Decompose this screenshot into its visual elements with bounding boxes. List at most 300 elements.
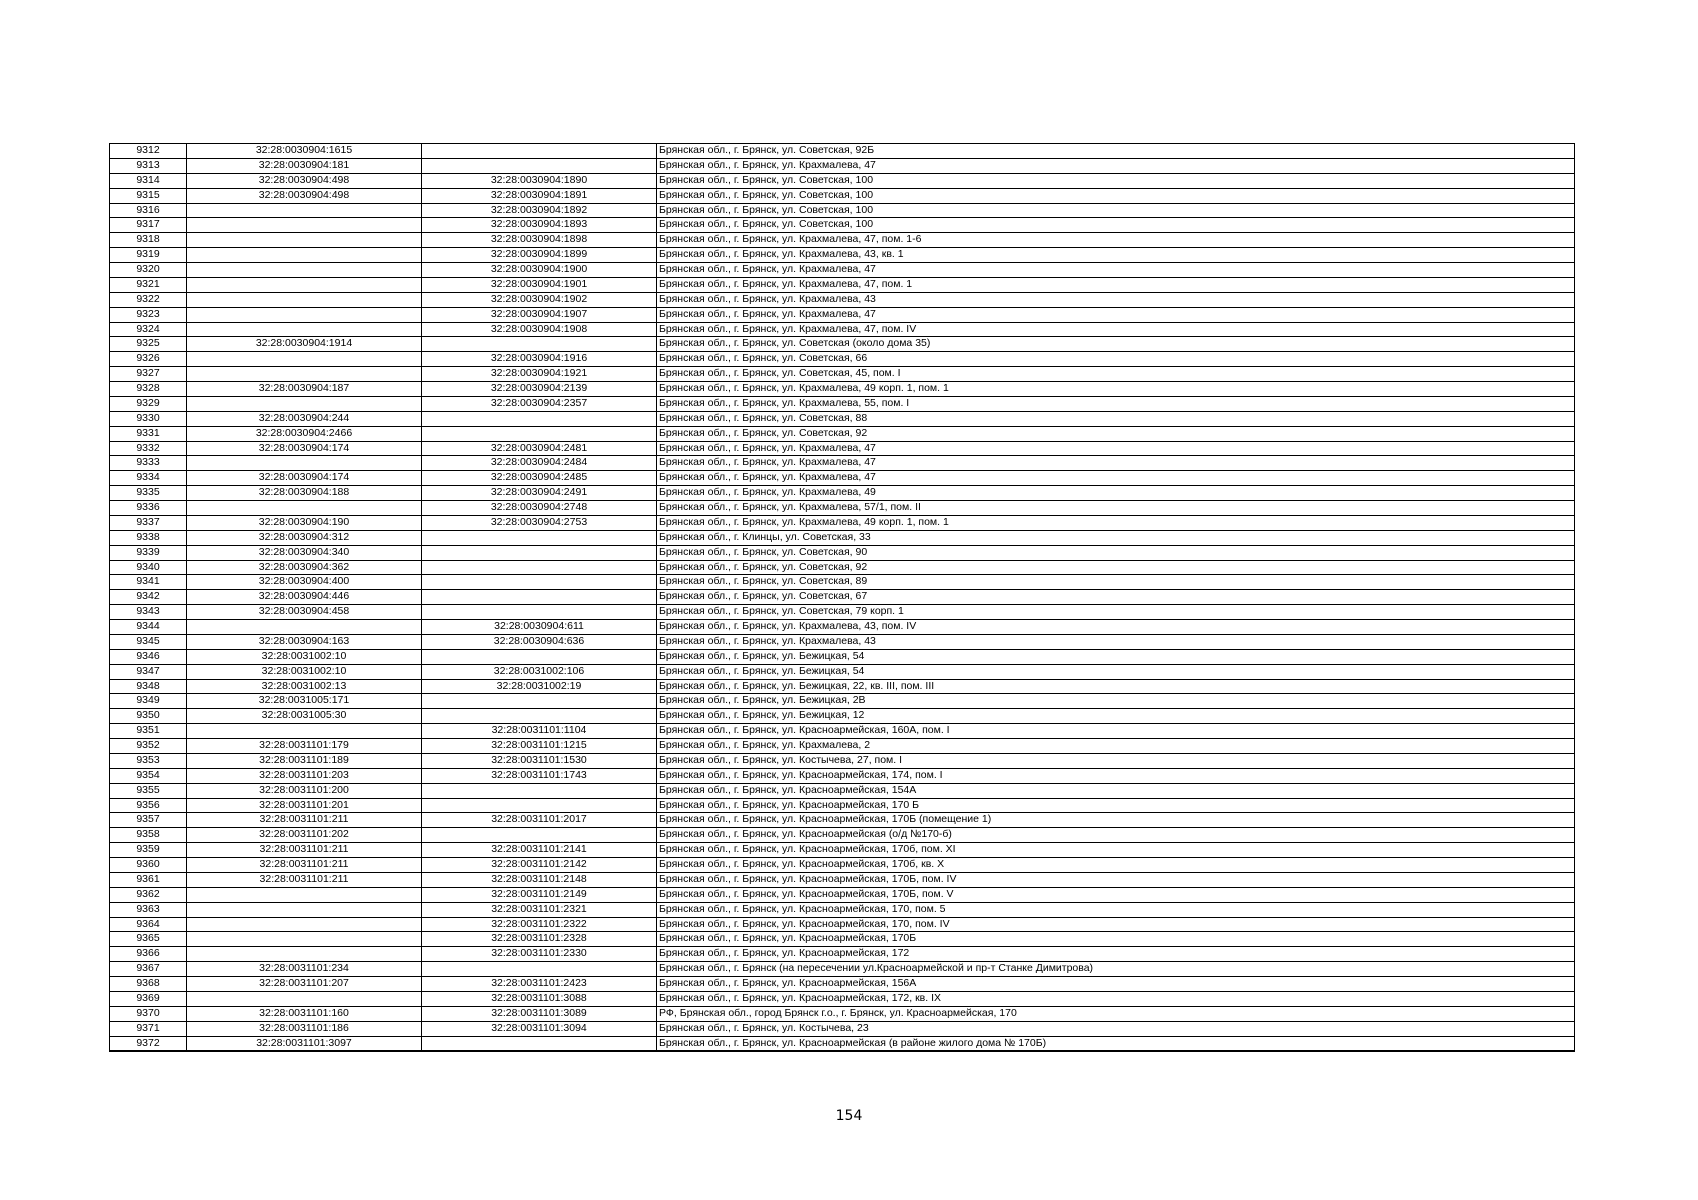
- table-row: [110, 292, 1575, 307]
- object-cadastral-number-cell: [422, 426, 657, 441]
- table-row: [110, 411, 1575, 426]
- table-row: [110, 709, 1575, 724]
- object-cadastral-number-cell: 32:28:0030904:2139: [422, 382, 657, 397]
- table-row: [110, 932, 1575, 947]
- table-row: [110, 352, 1575, 367]
- parcel-cadastral-number-cell: [187, 352, 422, 367]
- object-cadastral-number-cell: 32:28:0030904:636: [422, 634, 657, 649]
- object-cadastral-number-cell: 32:28:0030904:2753: [422, 515, 657, 530]
- table-row: [110, 1006, 1575, 1021]
- table-row: [110, 887, 1575, 902]
- row-number-cell: 9353: [110, 753, 187, 768]
- object-cadastral-number-cell: [422, 337, 657, 352]
- parcel-cadastral-number-cell: 32:28:0031101:203: [187, 768, 422, 783]
- address-cell: Брянская обл., г. Брянск, ул. Советская, 79 корп. 1: [657, 605, 1575, 620]
- parcel-cadastral-number-cell: 32:28:0031101:234: [187, 962, 422, 977]
- table-row: [110, 367, 1575, 382]
- parcel-cadastral-number-cell: 32:28:0030904:446: [187, 590, 422, 605]
- object-cadastral-number-cell: 32:28:0030904:1900: [422, 263, 657, 278]
- object-cadastral-number-cell: [422, 530, 657, 545]
- parcel-cadastral-number-cell: [187, 292, 422, 307]
- object-cadastral-number-cell: [422, 575, 657, 590]
- address-cell: Брянская обл., г. Брянск, ул. Красноармейская, 160А, пом. I: [657, 724, 1575, 739]
- address-cell: Брянская обл., г. Брянск, ул. Бежицкая, 54: [657, 649, 1575, 664]
- parcel-cadastral-number-cell: [187, 233, 422, 248]
- parcel-cadastral-number-cell: [187, 932, 422, 947]
- address-cell: Брянская обл., г. Брянск, ул. Красноармейская, 154А: [657, 783, 1575, 798]
- row-number-cell: 9325: [110, 337, 187, 352]
- row-number-cell: 9371: [110, 1021, 187, 1036]
- parcel-cadastral-number-cell: 32:28:0030904:190: [187, 515, 422, 530]
- parcel-cadastral-number-cell: 32:28:0030904:498: [187, 188, 422, 203]
- table-row: [110, 962, 1575, 977]
- parcel-cadastral-number-cell: [187, 248, 422, 263]
- object-cadastral-number-cell: 32:28:0030904:1890: [422, 173, 657, 188]
- object-cadastral-number-cell: 32:28:0031101:2423: [422, 977, 657, 992]
- object-cadastral-number-cell: 32:28:0031101:2328: [422, 932, 657, 947]
- table-row: [110, 694, 1575, 709]
- table-row: [110, 664, 1575, 679]
- address-cell: Брянская обл., г. Брянск, ул. Красноармейская, 172, кв. IX: [657, 991, 1575, 1006]
- table-row: [110, 783, 1575, 798]
- address-cell: Брянская обл., г. Брянск, ул. Крахмалева, 49: [657, 486, 1575, 501]
- table-row: [110, 322, 1575, 337]
- table-row: [110, 560, 1575, 575]
- address-cell: Брянская обл., г. Брянск, ул. Красноармейская, 170, пом. IV: [657, 917, 1575, 932]
- parcel-cadastral-number-cell: 32:28:0030904:362: [187, 560, 422, 575]
- parcel-cadastral-number-cell: [187, 947, 422, 962]
- parcel-cadastral-number-cell: 32:28:0031101:200: [187, 783, 422, 798]
- row-number-cell: 9368: [110, 977, 187, 992]
- table-row: [110, 843, 1575, 858]
- object-cadastral-number-cell: 32:28:0030904:2485: [422, 471, 657, 486]
- parcel-cadastral-number-cell: 32:28:0031101:211: [187, 858, 422, 873]
- table-row: [110, 724, 1575, 739]
- table-row: [110, 798, 1575, 813]
- parcel-cadastral-number-cell: 32:28:0031101:186: [187, 1021, 422, 1036]
- object-cadastral-number-cell: 32:28:0030904:1891: [422, 188, 657, 203]
- object-cadastral-number-cell: [422, 144, 657, 159]
- parcel-cadastral-number-cell: 32:28:0030904:2466: [187, 426, 422, 441]
- object-cadastral-number-cell: 32:28:0031101:1743: [422, 768, 657, 783]
- object-cadastral-number-cell: 32:28:0031101:2017: [422, 813, 657, 828]
- address-cell: Брянская обл., г. Брянск, ул. Костычева, 27, пом. I: [657, 753, 1575, 768]
- object-cadastral-number-cell: 32:28:0030904:2484: [422, 456, 657, 471]
- object-cadastral-number-cell: 32:28:0031101:2148: [422, 872, 657, 887]
- address-cell: Брянская обл., г. Брянск, ул. Крахмалева, 47: [657, 471, 1575, 486]
- parcel-cadastral-number-cell: 32:28:0031101:179: [187, 739, 422, 754]
- row-number-cell: 9357: [110, 813, 187, 828]
- row-number-cell: 9326: [110, 352, 187, 367]
- registry-table-body: [110, 144, 1575, 1052]
- table-row: [110, 991, 1575, 1006]
- row-number-cell: 9358: [110, 828, 187, 843]
- address-cell: Брянская обл., г. Брянск, ул. Красноармейская, 170Б, пом. V: [657, 887, 1575, 902]
- row-number-cell: 9367: [110, 962, 187, 977]
- address-cell: Брянская обл., г. Брянск, ул. Крахмалева, 47: [657, 307, 1575, 322]
- table-row: [110, 590, 1575, 605]
- row-number-cell: 9319: [110, 248, 187, 263]
- page-number: 154: [835, 1108, 863, 1124]
- address-cell: Брянская обл., г. Брянск, ул. Бежицкая, 22, кв. III, пом. III: [657, 679, 1575, 694]
- object-cadastral-number-cell: 32:28:0031101:3088: [422, 991, 657, 1006]
- parcel-cadastral-number-cell: 32:28:0031101:3097: [187, 1036, 422, 1051]
- table-row: [110, 530, 1575, 545]
- object-cadastral-number-cell: [422, 590, 657, 605]
- row-number-cell: 9324: [110, 322, 187, 337]
- row-number-cell: 9341: [110, 575, 187, 590]
- address-cell: Брянская обл., г. Брянск, ул. Советская, 100: [657, 173, 1575, 188]
- address-cell: Брянская обл., г. Брянск, ул. Красноармейская, 172: [657, 947, 1575, 962]
- parcel-cadastral-number-cell: [187, 203, 422, 218]
- table-row: [110, 1021, 1575, 1036]
- address-cell: Брянская обл., г. Брянск, ул. Советская, 67: [657, 590, 1575, 605]
- parcel-cadastral-number-cell: [187, 917, 422, 932]
- address-cell: Брянская обл., г. Брянск, ул. Бежицкая, 54: [657, 664, 1575, 679]
- object-cadastral-number-cell: [422, 798, 657, 813]
- object-cadastral-number-cell: 32:28:0031101:3094: [422, 1021, 657, 1036]
- parcel-cadastral-number-cell: [187, 218, 422, 233]
- object-cadastral-number-cell: 32:28:0031101:2149: [422, 887, 657, 902]
- address-cell: Брянская обл., г. Брянск, ул. Красноармейская, 170 Б: [657, 798, 1575, 813]
- parcel-cadastral-number-cell: 32:28:0031002:10: [187, 664, 422, 679]
- table-row: [110, 947, 1575, 962]
- row-number-cell: 9327: [110, 367, 187, 382]
- object-cadastral-number-cell: 32:28:0030904:1893: [422, 218, 657, 233]
- object-cadastral-number-cell: 32:28:0030904:1908: [422, 322, 657, 337]
- table-row: [110, 233, 1575, 248]
- object-cadastral-number-cell: 32:28:0030904:1892: [422, 203, 657, 218]
- row-number-cell: 9338: [110, 530, 187, 545]
- row-number-cell: 9344: [110, 620, 187, 635]
- row-number-cell: 9362: [110, 887, 187, 902]
- address-cell: Брянская обл., г. Брянск, ул. Советская, 45, пом. I: [657, 367, 1575, 382]
- address-cell: Брянская обл., г. Брянск, ул. Красноармейская, 170Б (помещение 1): [657, 813, 1575, 828]
- row-number-cell: 9345: [110, 634, 187, 649]
- address-cell: Брянская обл., г. Брянск, ул. Красноармейская, 170, пом. 5: [657, 902, 1575, 917]
- address-cell: Брянская обл., г. Брянск, ул. Советская, 88: [657, 411, 1575, 426]
- address-cell: Брянская обл., г. Брянск, ул. Крахмалева, 47: [657, 456, 1575, 471]
- parcel-cadastral-number-cell: 32:28:0031101:160: [187, 1006, 422, 1021]
- table-row: [110, 575, 1575, 590]
- address-cell: Брянская обл., г. Брянск, ул. Крахмалева, 43: [657, 634, 1575, 649]
- parcel-cadastral-number-cell: 32:28:0030904:1914: [187, 337, 422, 352]
- row-number-cell: 9370: [110, 1006, 187, 1021]
- parcel-cadastral-number-cell: 32:28:0030904:340: [187, 545, 422, 560]
- row-number-cell: 9346: [110, 649, 187, 664]
- row-number-cell: 9317: [110, 218, 187, 233]
- address-cell: Брянская обл., г. Брянск, ул. Крахмалева, 49 корп. 1, пом. 1: [657, 515, 1575, 530]
- address-cell: Брянская обл., г. Брянск, ул. Советская, 90: [657, 545, 1575, 560]
- parcel-cadastral-number-cell: 32:28:0031005:171: [187, 694, 422, 709]
- address-cell: Брянская обл., г. Брянск, ул. Крахмалева, 57/1, пом. II: [657, 501, 1575, 516]
- parcel-cadastral-number-cell: [187, 396, 422, 411]
- row-number-cell: 9334: [110, 471, 187, 486]
- address-cell: Брянская обл., г. Брянск, ул. Крахмалева, 43: [657, 292, 1575, 307]
- row-number-cell: 9361: [110, 872, 187, 887]
- parcel-cadastral-number-cell: 32:28:0030904:1615: [187, 144, 422, 159]
- row-number-cell: 9365: [110, 932, 187, 947]
- object-cadastral-number-cell: 32:28:0030904:1899: [422, 248, 657, 263]
- table-row: [110, 620, 1575, 635]
- parcel-cadastral-number-cell: 32:28:0031002:13: [187, 679, 422, 694]
- table-row: [110, 515, 1575, 530]
- object-cadastral-number-cell: [422, 605, 657, 620]
- address-cell: Брянская обл., г. Брянск, ул. Красноармейская (в районе жилого дома № 170Б): [657, 1036, 1575, 1051]
- parcel-cadastral-number-cell: 32:28:0031002:10: [187, 649, 422, 664]
- row-number-cell: 9339: [110, 545, 187, 560]
- address-cell: Брянская обл., г. Брянск, ул. Крахмалева, 49 корп. 1, пом. 1: [657, 382, 1575, 397]
- parcel-cadastral-number-cell: 32:28:0030904:312: [187, 530, 422, 545]
- parcel-cadastral-number-cell: [187, 456, 422, 471]
- object-cadastral-number-cell: 32:28:0030904:2481: [422, 441, 657, 456]
- table-row: [110, 902, 1575, 917]
- object-cadastral-number-cell: 32:28:0030904:1901: [422, 277, 657, 292]
- object-cadastral-number-cell: 32:28:0031002:106: [422, 664, 657, 679]
- address-cell: Брянская обл., г. Брянск, ул. Бежицкая, 2В: [657, 694, 1575, 709]
- address-cell: Брянская обл., г. Брянск, ул. Красноармейская, 170Б, пом. IV: [657, 872, 1575, 887]
- table-row: [110, 277, 1575, 292]
- parcel-cadastral-number-cell: [187, 277, 422, 292]
- row-number-cell: 9350: [110, 709, 187, 724]
- row-number-cell: 9336: [110, 501, 187, 516]
- parcel-cadastral-number-cell: [187, 307, 422, 322]
- parcel-cadastral-number-cell: 32:28:0030904:163: [187, 634, 422, 649]
- parcel-cadastral-number-cell: 32:28:0030904:187: [187, 382, 422, 397]
- table-row: [110, 396, 1575, 411]
- row-number-cell: 9372: [110, 1036, 187, 1051]
- table-row: [110, 753, 1575, 768]
- table-row: [110, 858, 1575, 873]
- table-row: [110, 456, 1575, 471]
- row-number-cell: 9318: [110, 233, 187, 248]
- table-row: [110, 828, 1575, 843]
- object-cadastral-number-cell: 32:28:0030904:2491: [422, 486, 657, 501]
- table-row: [110, 426, 1575, 441]
- address-cell: Брянская обл., г. Брянск, ул. Крахмалева, 47: [657, 158, 1575, 173]
- table-row: [110, 471, 1575, 486]
- row-number-cell: 9328: [110, 382, 187, 397]
- row-number-cell: 9312: [110, 144, 187, 159]
- row-number-cell: 9315: [110, 188, 187, 203]
- object-cadastral-number-cell: [422, 1036, 657, 1051]
- object-cadastral-number-cell: 32:28:0031101:1104: [422, 724, 657, 739]
- address-cell: Брянская обл., г. Брянск, ул. Крахмалева, 47, пом. IV: [657, 322, 1575, 337]
- parcel-cadastral-number-cell: 32:28:0031101:189: [187, 753, 422, 768]
- table-row: [110, 307, 1575, 322]
- table-row: [110, 977, 1575, 992]
- table-row: [110, 248, 1575, 263]
- parcel-cadastral-number-cell: 32:28:0030904:181: [187, 158, 422, 173]
- parcel-cadastral-number-cell: 32:28:0030904:458: [187, 605, 422, 620]
- row-number-cell: 9363: [110, 902, 187, 917]
- table-row: [110, 263, 1575, 278]
- row-number-cell: 9320: [110, 263, 187, 278]
- object-cadastral-number-cell: [422, 828, 657, 843]
- table-row: [110, 1036, 1575, 1051]
- table-row: [110, 441, 1575, 456]
- parcel-cadastral-number-cell: [187, 620, 422, 635]
- object-cadastral-number-cell: [422, 709, 657, 724]
- address-cell: Брянская обл., г. Брянск, ул. Крахмалева, 43, пом. IV: [657, 620, 1575, 635]
- table-row: [110, 605, 1575, 620]
- object-cadastral-number-cell: 32:28:0030904:1921: [422, 367, 657, 382]
- object-cadastral-number-cell: 32:28:0031002:19: [422, 679, 657, 694]
- object-cadastral-number-cell: 32:28:0030904:1898: [422, 233, 657, 248]
- parcel-cadastral-number-cell: [187, 367, 422, 382]
- parcel-cadastral-number-cell: 32:28:0031101:202: [187, 828, 422, 843]
- table-row: [110, 203, 1575, 218]
- table-row: [110, 218, 1575, 233]
- row-number-cell: 9331: [110, 426, 187, 441]
- parcel-cadastral-number-cell: 32:28:0031101:207: [187, 977, 422, 992]
- parcel-cadastral-number-cell: [187, 991, 422, 1006]
- table-row: [110, 173, 1575, 188]
- table-row: [110, 545, 1575, 560]
- row-number-cell: 9351: [110, 724, 187, 739]
- address-cell: Брянская обл., г. Брянск, ул. Красноармейская, 170б, пом. XI: [657, 843, 1575, 858]
- object-cadastral-number-cell: [422, 545, 657, 560]
- address-cell: Брянская обл., г. Брянск, ул. Советская, 66: [657, 352, 1575, 367]
- object-cadastral-number-cell: 32:28:0031101:2141: [422, 843, 657, 858]
- table-row: [110, 634, 1575, 649]
- object-cadastral-number-cell: [422, 158, 657, 173]
- row-number-cell: 9332: [110, 441, 187, 456]
- object-cadastral-number-cell: 32:28:0031101:3089: [422, 1006, 657, 1021]
- row-number-cell: 9333: [110, 456, 187, 471]
- address-cell: Брянская обл., г. Брянск, ул. Советская, 100: [657, 188, 1575, 203]
- row-number-cell: 9322: [110, 292, 187, 307]
- address-cell: Брянская обл., г. Брянск, ул. Крахмалева, 47: [657, 441, 1575, 456]
- address-cell: РФ, Брянская обл., город Брянск г.о., г. Брянск, ул. Красноармейская, 170: [657, 1006, 1575, 1021]
- parcel-cadastral-number-cell: 32:28:0031101:201: [187, 798, 422, 813]
- object-cadastral-number-cell: [422, 962, 657, 977]
- row-number-cell: 9313: [110, 158, 187, 173]
- table-row: [110, 158, 1575, 173]
- row-number-cell: 9364: [110, 917, 187, 932]
- row-number-cell: 9342: [110, 590, 187, 605]
- object-cadastral-number-cell: [422, 694, 657, 709]
- row-number-cell: 9354: [110, 768, 187, 783]
- address-cell: Брянская обл., г. Брянск, ул. Красноармейская, 170Б: [657, 932, 1575, 947]
- parcel-cadastral-number-cell: 32:28:0031101:211: [187, 872, 422, 887]
- row-number-cell: 9360: [110, 858, 187, 873]
- table-row: [110, 768, 1575, 783]
- parcel-cadastral-number-cell: [187, 724, 422, 739]
- table-row: [110, 501, 1575, 516]
- address-cell: Брянская обл., г. Брянск, ул. Советская, 89: [657, 575, 1575, 590]
- object-cadastral-number-cell: 32:28:0030904:1907: [422, 307, 657, 322]
- parcel-cadastral-number-cell: 32:28:0030904:244: [187, 411, 422, 426]
- row-number-cell: 9340: [110, 560, 187, 575]
- row-number-cell: 9343: [110, 605, 187, 620]
- address-cell: Брянская обл., г. Брянск, ул. Красноармейская, 174, пом. I: [657, 768, 1575, 783]
- parcel-cadastral-number-cell: 32:28:0030904:188: [187, 486, 422, 501]
- object-cadastral-number-cell: [422, 411, 657, 426]
- registry-table: [109, 143, 1575, 1052]
- address-cell: Брянская обл., г. Брянск, ул. Советская, 100: [657, 203, 1575, 218]
- parcel-cadastral-number-cell: 32:28:0031005:30: [187, 709, 422, 724]
- object-cadastral-number-cell: 32:28:0031101:2330: [422, 947, 657, 962]
- row-number-cell: 9323: [110, 307, 187, 322]
- table-row: [110, 813, 1575, 828]
- parcel-cadastral-number-cell: 32:28:0030904:498: [187, 173, 422, 188]
- object-cadastral-number-cell: [422, 783, 657, 798]
- object-cadastral-number-cell: 32:28:0030904:2357: [422, 396, 657, 411]
- parcel-cadastral-number-cell: 32:28:0031101:211: [187, 813, 422, 828]
- address-cell: Брянская обл., г. Клинцы, ул. Советская, 33: [657, 530, 1575, 545]
- address-cell: Брянская обл., г. Брянск, ул. Крахмалева, 47, пом. 1: [657, 277, 1575, 292]
- address-cell: Брянская обл., г. Брянск, ул. Красноармейская, 170б, кв. X: [657, 858, 1575, 873]
- table-row: [110, 337, 1575, 352]
- address-cell: Брянская обл., г. Брянск (на пересечении ул.Красноармейской и пр-т Станке Димитрова): [657, 962, 1575, 977]
- parcel-cadastral-number-cell: 32:28:0030904:174: [187, 441, 422, 456]
- parcel-cadastral-number-cell: [187, 263, 422, 278]
- row-number-cell: 9337: [110, 515, 187, 530]
- row-number-cell: 9347: [110, 664, 187, 679]
- object-cadastral-number-cell: 32:28:0031101:2322: [422, 917, 657, 932]
- object-cadastral-number-cell: 32:28:0031101:2321: [422, 902, 657, 917]
- address-cell: Брянская обл., г. Брянск, ул. Советская (около дома 35): [657, 337, 1575, 352]
- row-number-cell: 9314: [110, 173, 187, 188]
- parcel-cadastral-number-cell: 32:28:0030904:174: [187, 471, 422, 486]
- address-cell: Брянская обл., г. Брянск, ул. Советская, 92Б: [657, 144, 1575, 159]
- table-row: [110, 486, 1575, 501]
- parcel-cadastral-number-cell: 32:28:0030904:400: [187, 575, 422, 590]
- table-row: [110, 917, 1575, 932]
- row-number-cell: 9316: [110, 203, 187, 218]
- address-cell: Брянская обл., г. Брянск, ул. Крахмалева, 47: [657, 263, 1575, 278]
- row-number-cell: 9359: [110, 843, 187, 858]
- address-cell: Брянская обл., г. Брянск, ул. Советская, 92: [657, 426, 1575, 441]
- parcel-cadastral-number-cell: [187, 887, 422, 902]
- row-number-cell: 9366: [110, 947, 187, 962]
- table-row: [110, 872, 1575, 887]
- row-number-cell: 9329: [110, 396, 187, 411]
- table-row: [110, 649, 1575, 664]
- address-cell: Брянская обл., г. Брянск, ул. Крахмалева, 47, пом. 1-6: [657, 233, 1575, 248]
- address-cell: Брянская обл., г. Брянск, ул. Крахмалева, 43, кв. 1: [657, 248, 1575, 263]
- parcel-cadastral-number-cell: [187, 322, 422, 337]
- object-cadastral-number-cell: [422, 649, 657, 664]
- object-cadastral-number-cell: 32:28:0031101:2142: [422, 858, 657, 873]
- object-cadastral-number-cell: 32:28:0030904:611: [422, 620, 657, 635]
- row-number-cell: 9348: [110, 679, 187, 694]
- parcel-cadastral-number-cell: [187, 501, 422, 516]
- address-cell: Брянская обл., г. Брянск, ул. Советская, 100: [657, 218, 1575, 233]
- address-cell: Брянская обл., г. Брянск, ул. Крахмалева, 2: [657, 739, 1575, 754]
- parcel-cadastral-number-cell: 32:28:0031101:211: [187, 843, 422, 858]
- table-row: [110, 679, 1575, 694]
- row-number-cell: 9355: [110, 783, 187, 798]
- address-cell: Брянская обл., г. Брянск, ул. Костычева, 23: [657, 1021, 1575, 1036]
- address-cell: Брянская обл., г. Брянск, ул. Советская, 92: [657, 560, 1575, 575]
- object-cadastral-number-cell: 32:28:0030904:2748: [422, 501, 657, 516]
- table-row: [110, 739, 1575, 754]
- address-cell: Брянская обл., г. Брянск, ул. Бежицкая, 12: [657, 709, 1575, 724]
- table-row: [110, 382, 1575, 397]
- row-number-cell: 9321: [110, 277, 187, 292]
- row-number-cell: 9356: [110, 798, 187, 813]
- object-cadastral-number-cell: 32:28:0031101:1215: [422, 739, 657, 754]
- table-row: [110, 144, 1575, 159]
- row-number-cell: 9330: [110, 411, 187, 426]
- address-cell: Брянская обл., г. Брянск, ул. Красноармейская, 156А: [657, 977, 1575, 992]
- row-number-cell: 9369: [110, 991, 187, 1006]
- row-number-cell: 9335: [110, 486, 187, 501]
- parcel-cadastral-number-cell: [187, 902, 422, 917]
- object-cadastral-number-cell: 32:28:0031101:1530: [422, 753, 657, 768]
